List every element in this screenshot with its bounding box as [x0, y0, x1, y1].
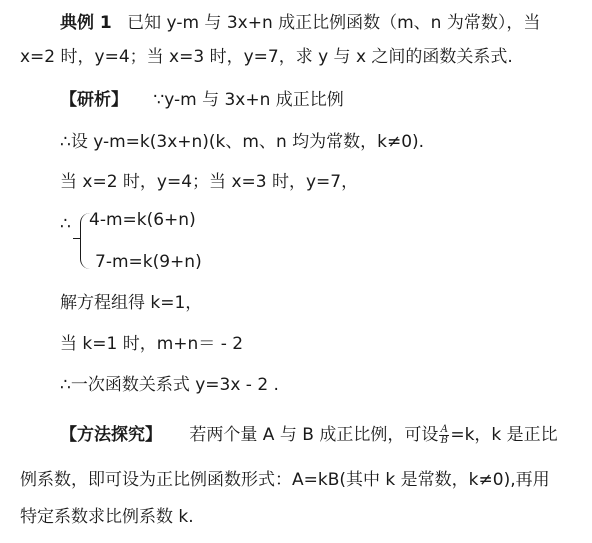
analysis-line-5: 当 k=1 时，m+n＝ - 2 [60, 334, 244, 354]
method-text-before: 若两个量 A 与 B 成正比例，可设 [189, 425, 439, 445]
example-label: 典例 1 [60, 13, 112, 33]
fraction-denominator: B [440, 434, 448, 446]
analysis-text: ∵y-m 与 3x+n 成正比例 [153, 90, 344, 110]
analysis-line-2: ∴设 y-m=k(3x+n)(k、m、n 均为常数，k≠0). [60, 132, 425, 152]
analysis-line-6: ∴一次函数关系式 y=3x - 2 . [60, 375, 279, 395]
example-text: 已知 y-m 与 3x+n 成正比例函数（m、n 为常数），当 [127, 13, 541, 33]
analysis-line-3: 当 x=2 时，y=4；当 x=3 时，y=7， [60, 172, 359, 192]
example-line-2: x=2 时，y=4；当 x=3 时，y=7，求 y 与 x 之间的函数关系式. [20, 47, 513, 67]
method-line-3: 特定系数求比例系数 k. [20, 507, 194, 527]
method-line-2: 例系数，即可设为正比例函数形式：A=kB(其中 k 是常数，k≠0),再用 [20, 470, 550, 490]
method-line-1 [60, 424, 558, 446]
method-label: 【方法探究】 [60, 425, 162, 445]
example-line-1 [60, 12, 540, 34]
fraction-a-over-b [439, 425, 449, 446]
fraction-numerator: A [440, 423, 448, 435]
therefore-symbol: ∴ [60, 214, 71, 234]
analysis-label: 【研析】 [60, 90, 128, 110]
equation-2: 7-m=k(9+n) [95, 252, 202, 272]
equation-1: 4-m=k(6+n) [89, 210, 196, 230]
method-text-after: =k，k 是正比 [450, 425, 558, 445]
analysis-line-1 [60, 89, 344, 111]
analysis-line-4: 解方程组得 k=1， [60, 293, 203, 313]
